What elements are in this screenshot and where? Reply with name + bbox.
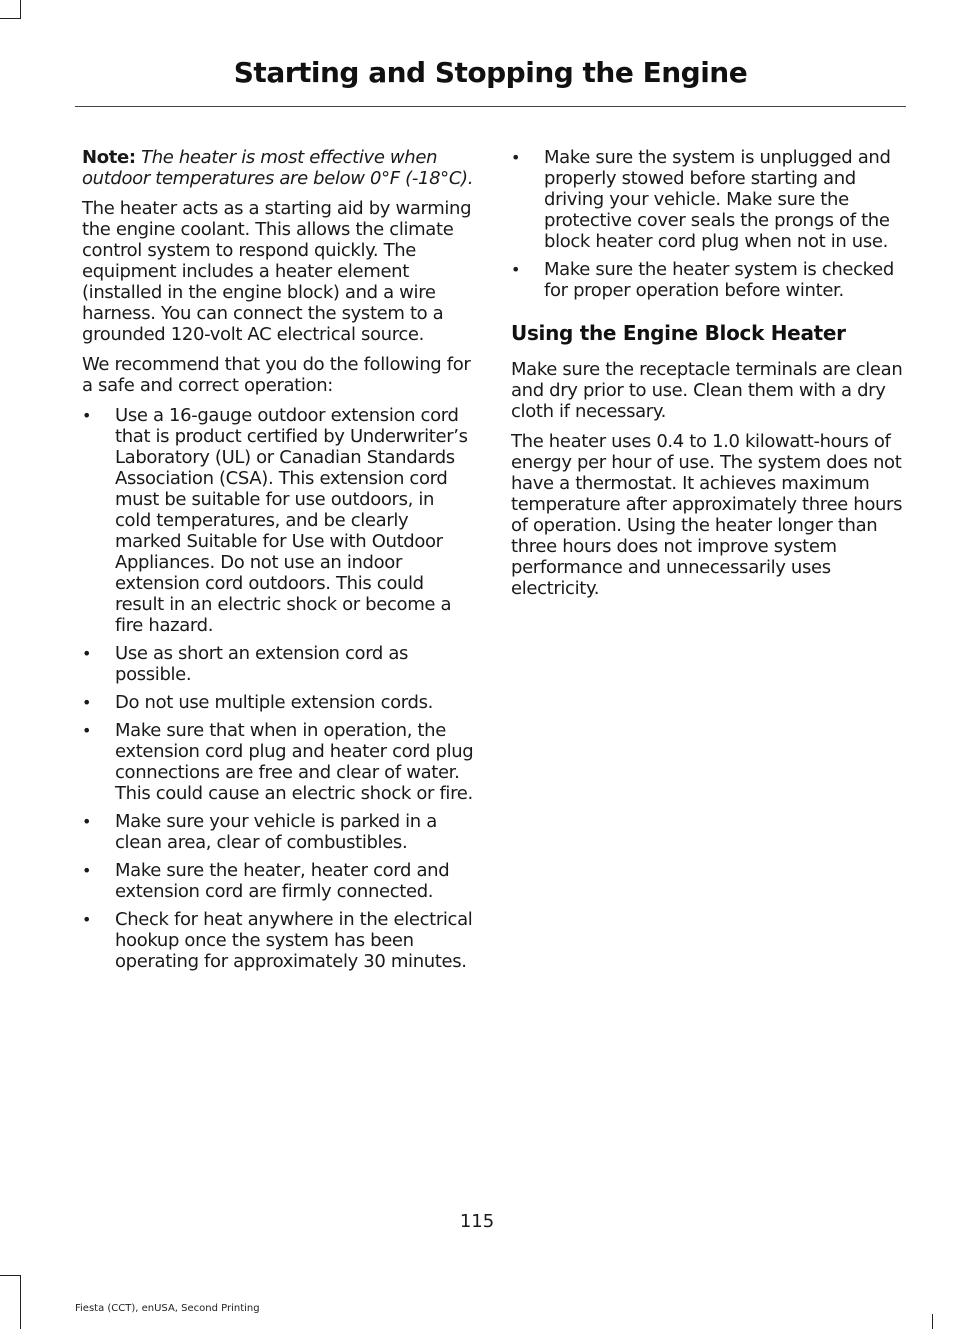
title-divider bbox=[75, 106, 906, 107]
list-item-text: Make sure the heater, heater cord and extension cord are firmly connected. bbox=[115, 860, 450, 902]
note-label: Note: bbox=[82, 147, 136, 168]
energy-paragraph: The heater uses 0.4 to 1.0 kilowatt-hours of energy per hour of use. The system does not have a thermostat. It achieves maximum temperature after approximately three hours of operation. Using the heater longer than three hours does not improve system performance and unnecessarily uses electricity. bbox=[511, 431, 903, 599]
list-item-text: Make sure the heater system is checked for proper operation before winter. bbox=[544, 259, 894, 301]
crop-mark bbox=[20, 0, 21, 19]
section-heading: Using the Engine Block Heater bbox=[511, 321, 846, 345]
recommend-paragraph: We recommend that you do the following for a safe and correct operation: bbox=[82, 354, 471, 396]
list-item-text: Do not use multiple extension cords. bbox=[115, 692, 433, 713]
note bbox=[82, 147, 474, 189]
list-item bbox=[82, 811, 474, 853]
list-item bbox=[82, 692, 474, 713]
bullet-icon: • bbox=[511, 148, 521, 167]
bullet-icon: • bbox=[511, 260, 521, 279]
bullet-icon: • bbox=[82, 812, 92, 831]
bullet-icon: • bbox=[82, 910, 92, 929]
list-item bbox=[511, 259, 903, 301]
list-item-text: Use as short an extension cord as possible. bbox=[115, 643, 409, 685]
crop-mark bbox=[932, 1314, 933, 1329]
bullet-icon: • bbox=[82, 406, 92, 425]
list-item-text: Make sure the system is unplugged and properly stowed before starting and driving your vehicle. Make sure the protective cover seals the prongs of the block heater cord plug when not in use. bbox=[544, 147, 891, 252]
crop-mark bbox=[20, 1275, 21, 1329]
crop-mark bbox=[0, 18, 20, 19]
list-item-text: Make sure that when in operation, the extension cord plug and heater cord plug connections are free and clear of water. This could cause an electric shock or fire. bbox=[115, 720, 474, 804]
intro-paragraph: The heater acts as a starting aid by warming the engine coolant. This allows the climate control system to respond quickly. The equipment includes a heater element (installed in the engine block) and a wire harness. You can connect the system to a grounded 120-volt AC electrical source. bbox=[82, 198, 472, 345]
receptacle-paragraph: Make sure the receptacle terminals are clean and dry prior to use. Clean them with a dry cloth if necessary. bbox=[511, 359, 903, 422]
list-item bbox=[82, 405, 474, 636]
bullet-icon: • bbox=[82, 644, 92, 663]
list-item bbox=[82, 909, 474, 972]
safety-list-continued bbox=[511, 147, 903, 301]
safety-list bbox=[82, 405, 474, 972]
page-number: 115 bbox=[459, 1211, 495, 1232]
list-item-text: Use a 16-gauge outdoor extension cord that is product certified by Underwriter’s Laboratory (UL) or Canadian Standards Association (CSA). This extension cord must be suitable for use outdoors, in cold temperatures, and be clearly marked Suitable for Use with Outdoor Appliances. Do not use an indoor extension cord outdoors. This could result in an electric shock or become a fire hazard. bbox=[115, 405, 468, 636]
bullet-icon: • bbox=[82, 693, 92, 712]
crop-mark bbox=[0, 1275, 20, 1276]
list-item bbox=[82, 643, 474, 685]
list-item bbox=[511, 147, 903, 252]
note-text: The heater is most effective when outdoor temperatures are below 0°F (-18°C). bbox=[82, 147, 474, 189]
bullet-icon: • bbox=[82, 861, 92, 880]
list-item-text: Check for heat anywhere in the electrical hookup once the system has been operating for approximately 30 minutes. bbox=[115, 909, 473, 972]
list-item-text: Make sure your vehicle is parked in a clean area, clear of combustibles. bbox=[115, 811, 437, 853]
page-title: Starting and Stopping the Engine bbox=[233, 56, 748, 89]
bullet-icon: • bbox=[82, 721, 92, 740]
list-item bbox=[82, 720, 474, 804]
list-item bbox=[82, 860, 474, 902]
left-column bbox=[82, 147, 474, 979]
footer-text: Fiesta (CCT), enUSA, Second Printing bbox=[75, 1303, 260, 1314]
right-column bbox=[511, 147, 903, 608]
